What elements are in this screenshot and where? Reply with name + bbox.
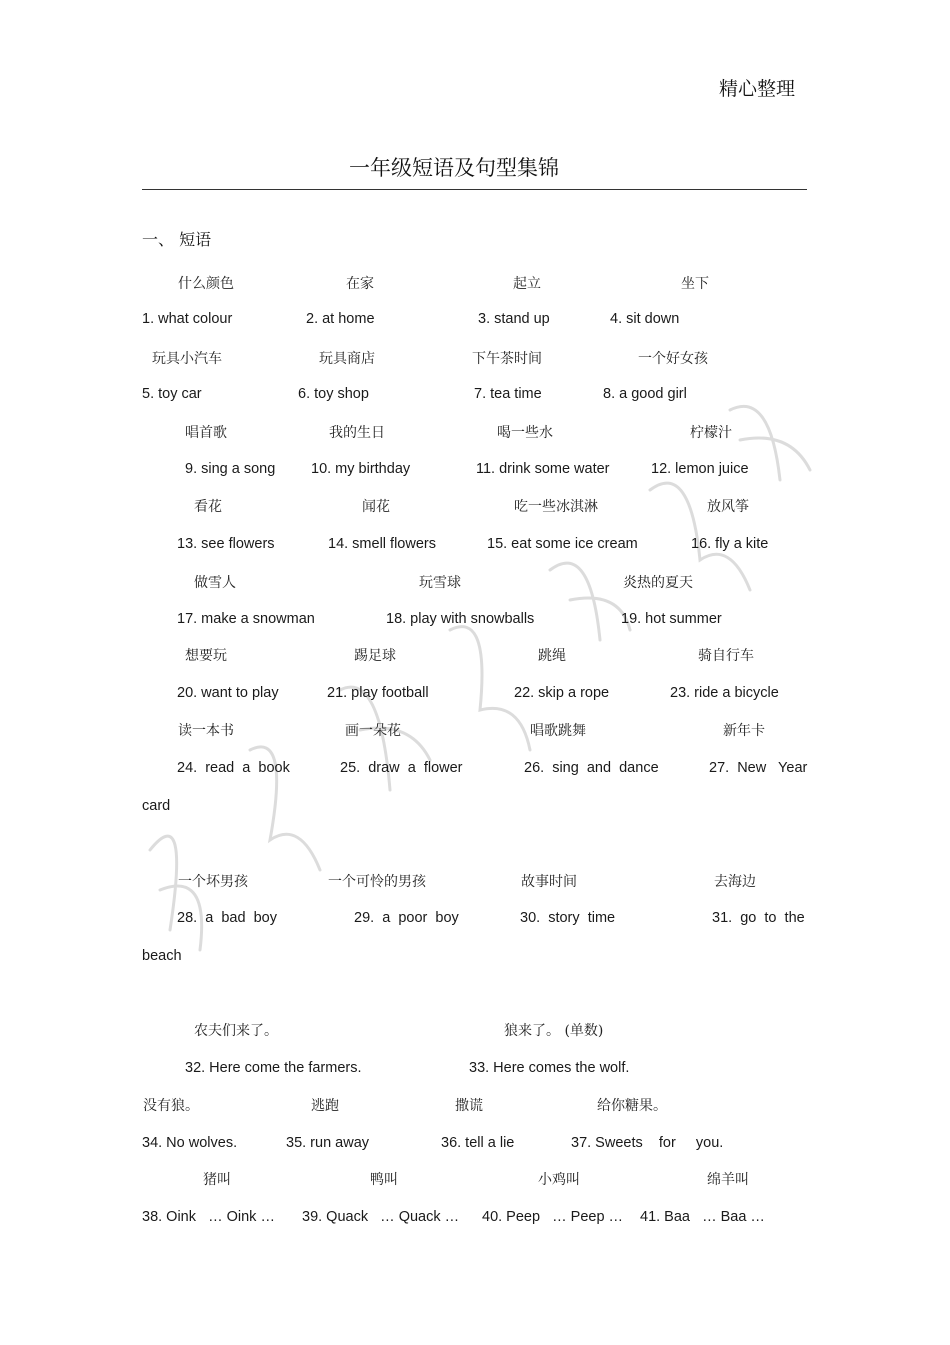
phrase-cn: 柠檬汁 xyxy=(690,425,732,441)
phrase-cn: 猪叫 xyxy=(203,1172,231,1188)
phrase-cn: 给你糖果。 xyxy=(597,1098,667,1114)
sentence-cn: 狼来了。 (单数) xyxy=(504,1023,604,1039)
phrase-cn: 踢足球 xyxy=(354,648,396,664)
phrase-cn: 放风筝 xyxy=(707,499,749,515)
phrase-cn: 玩雪球 xyxy=(419,575,461,591)
phrase-en: 26. sing and dance xyxy=(524,760,659,776)
phrase-cn: 玩具小汽车 xyxy=(152,351,222,367)
phrase-en: 1. what colour xyxy=(142,311,233,327)
phrase-en: 17. make a snowman xyxy=(177,611,315,627)
phrase-en: 28. a bad boy xyxy=(177,910,277,926)
phrase-cn: 在家 xyxy=(346,276,374,292)
phrase-cn: 故事时间 xyxy=(521,874,577,890)
phrase-en: 18. play with snowballs xyxy=(386,611,535,627)
title-divider xyxy=(142,189,807,190)
phrase-cn: 喝一些水 xyxy=(497,425,553,441)
phrase-cn: 看花 xyxy=(194,499,222,515)
phrase-cn: 做雪人 xyxy=(194,575,236,591)
phrase-en: 3. stand up xyxy=(478,311,550,327)
phrase-cn: 吃一些冰淇淋 xyxy=(514,499,598,515)
phrase-en: 29. a poor boy xyxy=(354,910,459,926)
phrase-en: 35. run away xyxy=(286,1135,370,1151)
phrase-en: 15. eat some ice cream xyxy=(487,536,638,552)
phrase-en: 12. lemon juice xyxy=(651,461,749,477)
phrase-en: 10. my birthday xyxy=(311,461,411,477)
phrase-cn: 想要玩 xyxy=(185,648,227,664)
phrase-en: 8. a good girl xyxy=(603,386,687,402)
phrase-en: 21. play football xyxy=(327,685,429,701)
phrase-en: 24. read a book xyxy=(177,760,290,776)
phrase-cn: 小鸡叫 xyxy=(538,1172,580,1188)
phrase-cn: 一个坏男孩 xyxy=(178,874,248,890)
phrase-en: 16. fly a kite xyxy=(691,536,769,552)
phrase-en: 14. smell flowers xyxy=(328,536,436,552)
phrase-cn: 我的生日 xyxy=(329,425,385,441)
phrase-en: 30. story time xyxy=(520,910,616,926)
phrase-en: 37. Sweets for you. xyxy=(571,1135,724,1151)
sentence-en: 33. Here comes the wolf. xyxy=(469,1060,630,1076)
phrase-cn: 逃跑 xyxy=(311,1098,339,1114)
phrase-en-wrap: card xyxy=(142,798,171,814)
phrase-cn: 新年卡 xyxy=(723,723,765,739)
page-title: 一年级短语及句型集锦 xyxy=(349,156,559,180)
phrase-cn: 绵羊叫 xyxy=(707,1172,749,1188)
phrase-en: 34. No wolves. xyxy=(142,1135,238,1151)
phrase-cn: 起立 xyxy=(513,276,541,292)
phrase-cn: 坐下 xyxy=(681,276,709,292)
phrase-en: 31. go to the xyxy=(712,910,805,926)
phrase-en: 25. draw a flower xyxy=(340,760,463,776)
phrase-cn: 一个可怜的男孩 xyxy=(328,874,426,890)
phrase-en: 11. drink some water xyxy=(476,461,610,477)
phrase-en: 13. see flowers xyxy=(177,536,275,552)
phrase-en: 38. Oink … Oink … xyxy=(142,1209,275,1225)
phrase-cn: 唱歌跳舞 xyxy=(530,723,586,739)
phrase-en: 23. ride a bicycle xyxy=(670,685,779,701)
phrase-en: 9. sing a song xyxy=(185,461,276,477)
phrase-cn: 闻花 xyxy=(362,499,390,515)
phrase-cn: 撒谎 xyxy=(455,1098,483,1114)
phrase-en: 40. Peep … Peep … xyxy=(482,1209,624,1225)
phrase-en: 36. tell a lie xyxy=(441,1135,515,1151)
phrase-cn: 骑自行车 xyxy=(698,648,754,664)
phrase-en: 19. hot summer xyxy=(621,611,722,627)
phrase-en: 4. sit down xyxy=(610,311,680,327)
phrase-en: 41. Baa … Baa … xyxy=(640,1209,765,1225)
phrase-cn: 鸭叫 xyxy=(370,1172,398,1188)
header-note: 精心整理 xyxy=(719,78,796,100)
phrase-cn: 没有狼。 xyxy=(143,1098,199,1114)
phrase-en: 39. Quack … Quack … xyxy=(302,1209,460,1225)
phrase-cn: 读一本书 xyxy=(178,723,234,739)
phrase-cn: 炎热的夏天 xyxy=(623,575,693,591)
phrase-en: 6. toy shop xyxy=(298,386,369,402)
phrase-en: 2. at home xyxy=(306,311,375,327)
phrase-en: 27. New Year xyxy=(709,760,808,776)
phrase-en-wrap: beach xyxy=(142,948,182,964)
phrase-en: 20. want to play xyxy=(177,685,279,701)
phrase-en: 5. toy car xyxy=(142,386,202,402)
phrase-en: 7. tea time xyxy=(474,386,542,402)
phrase-cn: 下午茶时间 xyxy=(472,351,542,367)
phrase-cn: 什么颜色 xyxy=(178,276,234,292)
phrase-cn: 玩具商店 xyxy=(319,351,375,367)
sentence-en: 32. Here come the farmers. xyxy=(185,1060,362,1076)
phrase-cn: 画一朵花 xyxy=(345,723,401,739)
phrase-cn: 唱首歌 xyxy=(185,425,227,441)
phrase-cn: 去海边 xyxy=(714,874,756,890)
phrase-cn: 跳绳 xyxy=(538,648,566,664)
sentence-cn: 农夫们来了。 xyxy=(194,1023,278,1039)
section-heading: 一、 短语 xyxy=(142,230,212,249)
phrase-cn: 一个好女孩 xyxy=(638,351,708,367)
phrase-en: 22. skip a rope xyxy=(514,685,610,701)
